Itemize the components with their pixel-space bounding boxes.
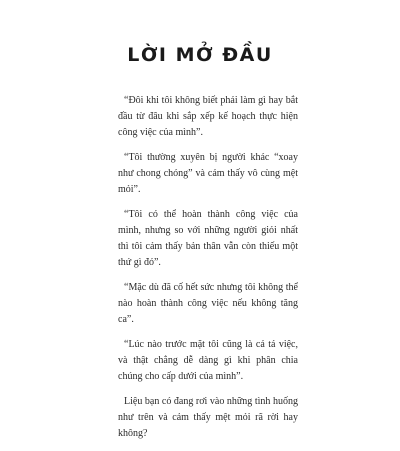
paragraph: “Tôi có thể hoàn thành công việc của mình, nhưng so với những người giỏi nhất thì tôi cảm thấy bản thân vẫn còn thiếu một thứ gì đó”. [118,209,298,268]
paragraph: “Tôi thường xuyên bị người khác “xoay như chong chóng” và cảm thấy vô cùng mệt mỏi”. [118,152,298,195]
paragraph: “Đôi khi tôi không biết phải làm gì hay bắt đầu từ đâu khi sắp xếp kế hoạch thực hiện công việc của mình”. [118,95,298,138]
body-text [118,93,298,451]
paragraph: “Mặc dù đã cố hết sức nhưng tôi không thể nào hoàn thành công việc nếu không tăng ca”. [118,282,298,325]
paragraph: Liệu bạn có đang rơi vào những tình huống như trên và cảm thấy mệt mỏi rã rời hay không? [118,396,298,439]
page-title: LỜI MỞ ĐẦU [127,44,273,66]
paragraph: “Lúc nào trước mặt tôi cũng là cả tá việc, và thật chẳng dễ dàng gì khi phân chia chúng cho cấp dưới của mình”. [118,339,298,382]
